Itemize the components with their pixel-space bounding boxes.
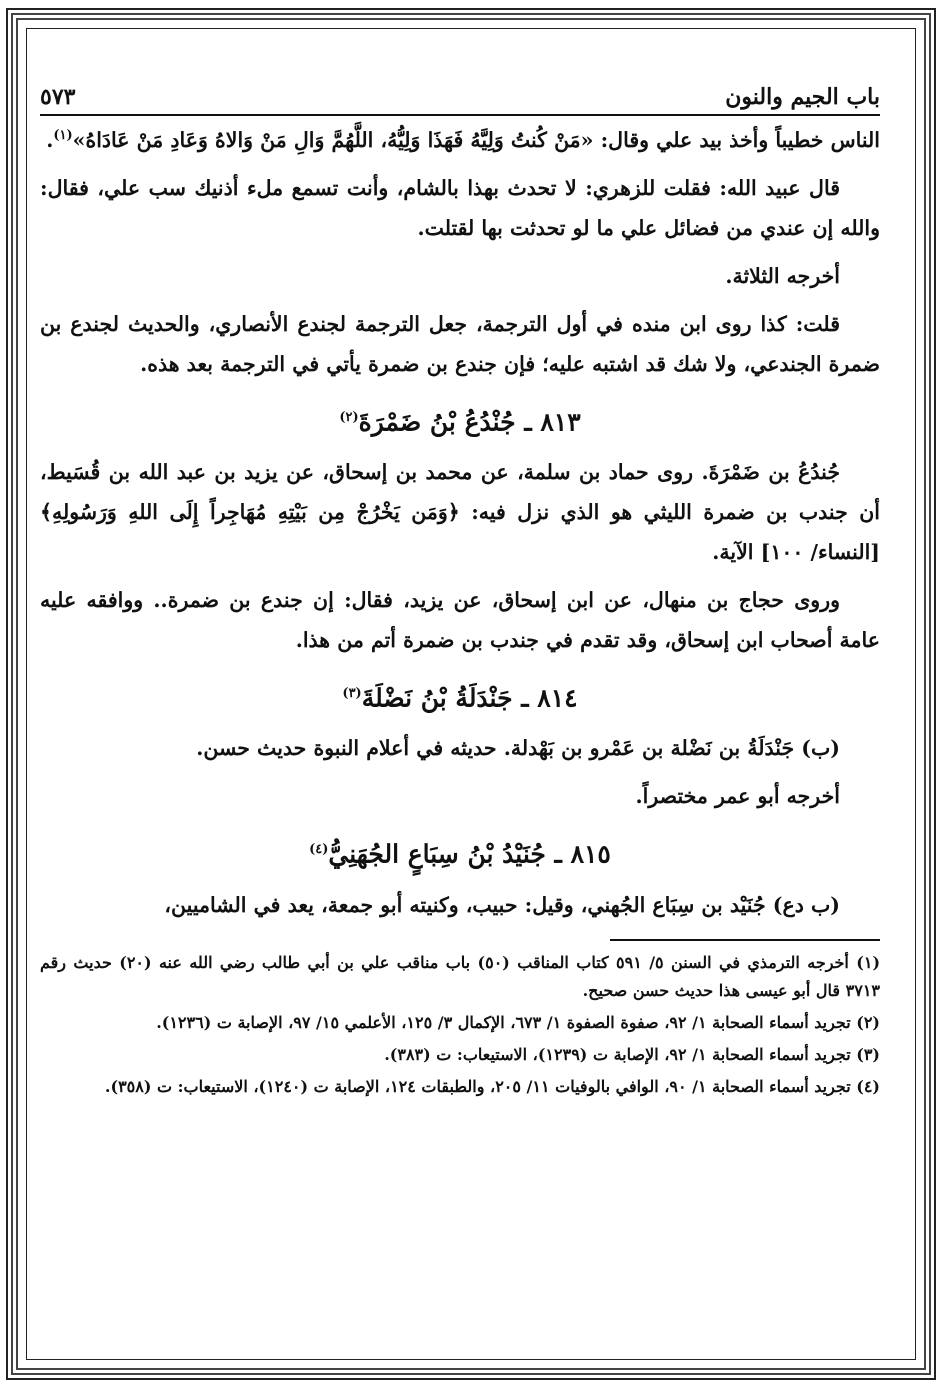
footnote-1: (١) أخرجه الترمذي في السنن ٥/ ٥٩١ كتاب المناقب (٥٠) باب مناقب علي بن أبي طالب رضي الله عنه (٢٠) حديث رقم ٣٧١٣ قال أبو عيسى هذا حديث حسن صحيح. [40, 952, 881, 1000]
paragraph-zuhri: قال عبيد الله: فقلت للزهري: لا تحدث بهذا بالشام، وأنت تسمع ملء أذنيك سب علي، فقال: والله إن عندي من فضائل علي ما لو تحدثت بها لقتلت. [40, 175, 880, 240]
entry-815-para-1: (ب دع) جُنَيْد بن سِبَاع الجُهني، وقيل: حبيب، وكنيته أبو جمعة، يعد في الشاميين، [164, 892, 840, 917]
footnote-3: (٣) تجريد أسماء الصحابة ١/ ٩٢، الإصابة ت (١٢٣٩)، الاستيعاب: ت (٣٨٣). [384, 1044, 880, 1064]
paragraph-takhrij: أخرجه الثلاثة. [725, 263, 840, 288]
entry-heading-814: ٨١٤ ـ جَنْدَلَةُ بْنُ نَضْلَةَ$^{(٣)}$ [342, 683, 578, 713]
running-header [40, 60, 880, 116]
paragraph-continuation: الناس خطيباً وأخذ بيد علي وقال: «مَنْ كُنتُ وَلِيَّهُ فَهَذَا وَلِيُّهُ، اللَّهُمَّ وَالِ مَنْ وَالاهُ وَعَادِ مَنْ عَادَاهُ»$^{(١)}$. [46, 127, 880, 152]
page-number: ٥٧٣ [40, 84, 76, 110]
entry-814-para-1: (ب) جَنْدَلَةُ بن نَضْلة بن عَمْرو بن بَهْدلة. حديثه في أعلام النبوة حديث حسن. [196, 736, 840, 761]
entry-heading-813: ٨١٣ ـ جُنْدُعُ بْنُ ضَمْرَةَ$^{(٢)}$ [339, 407, 581, 437]
paragraph-note: قلت: كذا روى ابن منده في أول الترجمة، جعل الترجمة لجندع الأنصاري، والحديث لجندع بن ضمرة الجندعي، ولا شك قد اشتبه عليه؛ فإن جندع بن ضمرة يأتي في الترجمة بعد هذه. [40, 311, 880, 376]
entry-813-para-2: وروى حجاج بن منهال، عن ابن إسحاق، عن يزيد، فقال: إن جندع بن ضمرة.. ووافقه عليه عامة أصحاب ابن إسحاق، وقد تقدم في جندب بن ضمرة أتم من هذا. [40, 588, 880, 653]
footnote-ref: (٤) [309, 842, 329, 858]
page-content [40, 60, 880, 1105]
footnote-ref: (٢) [339, 409, 359, 425]
entry-heading-815: ٨١٥ ـ جُنَيْدُ بْنُ سِبَاعٍ الجُهَنِيُّ$^{(٤)}$ [309, 839, 611, 869]
chapter-title: باب الجيم والنون [725, 84, 880, 110]
footnote-2: (٢) تجريد أسماء الصحابة ١/ ٩٢، صفوة الصفوة ١/ ٦٧٣، الإكمال ٣/ ١٢٥، الأعلمي ١٥/ ٩٧، الإصابة ت (١٢٣٦). [156, 1012, 880, 1032]
entry-813-para-1: جُندُعُ بن ضَمْرَةَ. روى حماد بن سلمة، عن محمد بن إسحاق، عن يزيد بن عبد الله بن قُسَيط، أن جندب بن ضمرة الليثي هو الذي نزل فيه: ﴿وَمَن يَخْرُجْ مِن بَيْتِهِ مُهَاجِراً إِلَى اللهِ وَرَسُولِهِ﴾ [النساء/ ١٠٠] الآية. [40, 460, 880, 565]
footnote-ref: (١) [53, 128, 73, 143]
entry-814-para-2: أخرجه أبو عمر مختصراً. [635, 784, 840, 809]
footnote-4: (٤) تجريد أسماء الصحابة ١/ ٩٠، الوافي بالوفيات ١١/ ٢٠٥، والطبقات ١٢٤، الإصابة ت (١٢٤٠)، الاستيعاب: ت (٣٥٨). [104, 1076, 880, 1096]
footnote-ref: (٣) [342, 686, 362, 702]
footnote-separator [610, 939, 880, 941]
